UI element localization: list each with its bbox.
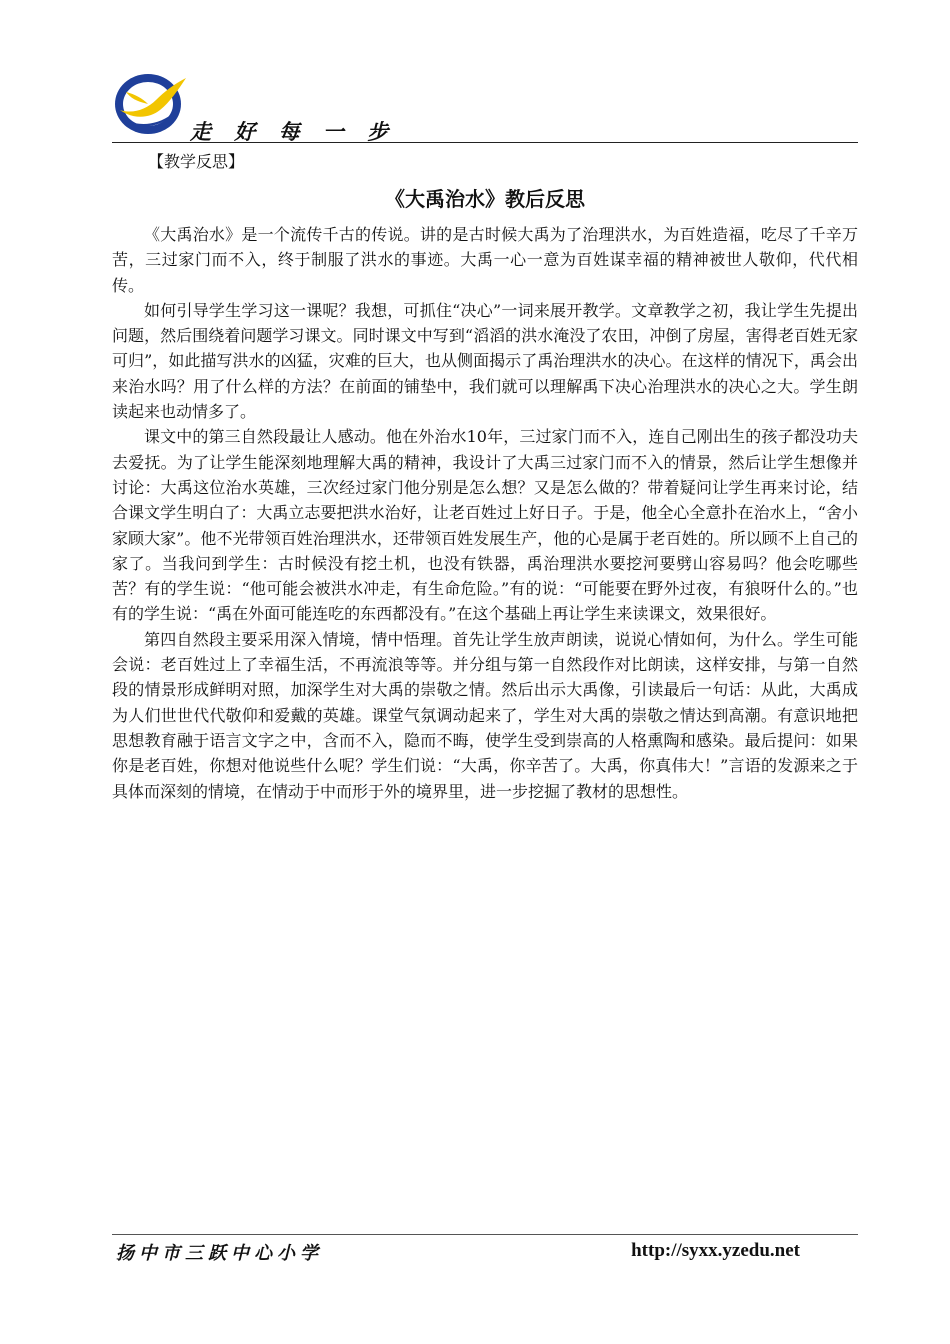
paragraph: 如何引导学生学习这一课呢？我想，可抓住“决心”一词来展开教学。文章教学之初，我让学生先提出问题，然后围绕着问题学习课文。同时课文中写到“滔滔的洪水淹没了农田，冲倒了房屋，害得老百姓无家可归”，如此描写洪水的凶猛，灾难的巨大，也从侧面揭示了禹治理洪水的决心。在这样的情况下，禹会出来治水吗？用了什么样的方法？在前面的铺垫中，我们就可以理解禹下决心治理洪水的决心之大。学生朗读起来也动情多了。 (112, 300, 858, 422)
footer-url: http://syxx.yzedu.net (631, 1240, 800, 1261)
school-logo-icon (112, 70, 188, 136)
footer-divider (112, 1234, 858, 1235)
paragraph: 第四自然段主要采用深入情境，情中悟理。首先让学生放声朗读，说说心情如何，为什么。学生可能会说：老百姓过上了幸福生活，不再流浪等等。并分组与第一自然段作对比朗读，这样安排，与第一自然段的情景形成鲜明对照，加深学生对大禹的崇敬之情。然后出示大禹像，引读最后一句话：从此，大禹成为人们世世代代敬仰和爱戴的英雄。课堂气氛调动起来了，学生对大禹的崇敬之情达到高潮。有意识地把思想教育融于语言文字之中，含而不入，隐而不晦，使学生受到崇高的人格熏陶和感染。最后提问：如果你是老百姓，你想对他说些什么呢？学生们说：“大禹，你辛苦了。大禹，你真伟大！”言语的发源来之于具体而深刻的情境，在情动于中而形于外的境界里，进一步挖掘了教材的思想性。 (112, 629, 858, 801)
section-tag: 【教学反思】 (148, 152, 245, 171)
header-divider (112, 142, 858, 143)
paragraph: 《大禹治水》是一个流传千古的传说。讲的是古时候大禹为了治理洪水，为百姓造福，吃尽了千辛万苦，三过家门而不入，终于制服了洪水的事迹。大禹一心一意为百姓谋幸福的精神被世人敬仰，代代相传。 (112, 225, 858, 295)
footer-school-name: 扬中市三跃中心小学 (116, 1243, 323, 1264)
document-body (112, 222, 858, 804)
paragraph: 课文中的第三自然段最让人感动。他在外治水10年，三过家门而不入，连自己刚出生的孩子都没功夫去爱抚。为了让学生能深刻地理解大禹的精神，我设计了大禹三过家门而不入的情景，然后让学生想像并讨论：大禹这位治水英雄，三次经过家门他分别是怎么想？又是怎么做的？带着疑问让学生再来讨论，结合课文学生明白了：大禹立志要把洪水治好，让老百姓过上好日子。于是，他全心全意扑在治水上，“舍小家顾大家”。他不光带领百姓治理洪水，还带领百姓发展生产，他的心是属于老百姓的。所以顾不上自己的家了。当我问到学生：古时候没有挖土机，也没有铁器，禹治理洪水要挖河要劈山容易吗？他会吃哪些苦？有的学生说：“他可能会被洪水冲走，有生命危险。”有的说：“可能要在野外过夜，有狼呀什么的。”也有的学生说：“禹在外面可能连吃的东西都没有。”在这个基础上再让学生来读课文，效果很好。 (112, 427, 858, 624)
document-title: 《大禹治水》教后反思 (385, 187, 585, 211)
header-slogan: 走 好 每 一 步 (190, 120, 397, 144)
